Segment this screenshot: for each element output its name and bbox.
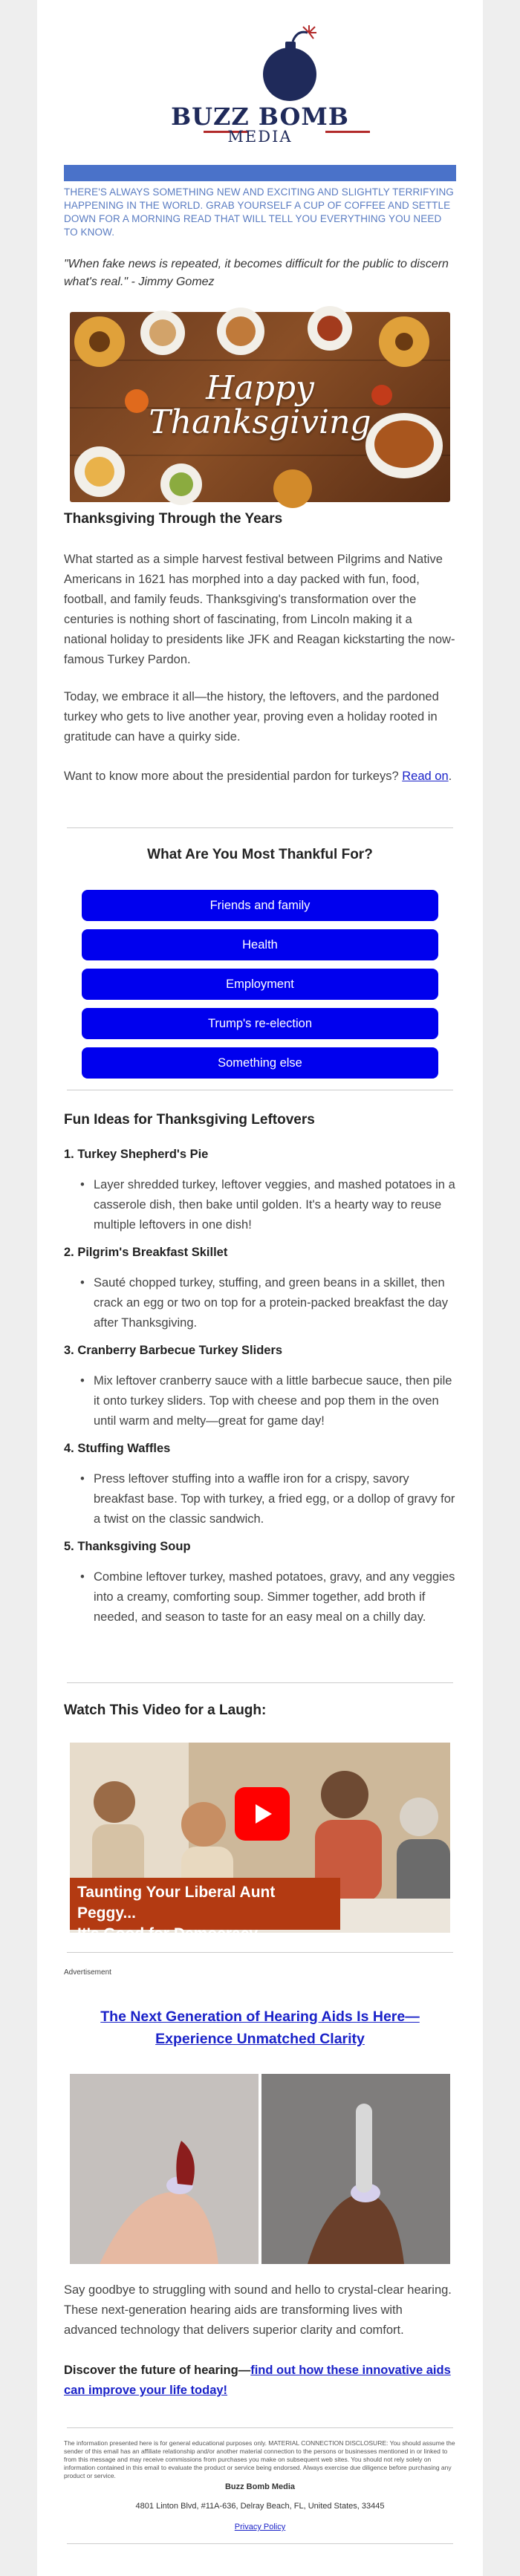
- idea-text: • Mix leftover cranberry sauce with a little barbecue sauce, then pile it onto turkey sliders. Top with cheese and pop them in the oven until warm and melty—great for game day!: [64, 1371, 456, 1431]
- read-on-link[interactable]: Read on: [402, 770, 449, 783]
- privacy-policy-link[interactable]: Privacy Policy: [234, 2523, 286, 2531]
- idea-heading: 3. Cranberry Barbecue Turkey Sliders: [64, 1344, 283, 1357]
- divider: [67, 827, 453, 828]
- poll-option-something-else[interactable]: Something else: [82, 1047, 438, 1079]
- poll-option-friends[interactable]: Friends and family: [82, 890, 438, 921]
- ad-image[interactable]: [70, 2074, 450, 2264]
- divider: [67, 1952, 453, 1953]
- ad-body: Say goodbye to struggling with sound and hello to crystal-clear hearing. These next-generation hearing aids are transforming lives with advanced technology that delivers superior clarity and comfort.: [64, 2283, 452, 2337]
- idea-text: • Press leftover stuffing into a waffle iron for a crispy, savory breakfast base. Top with turkey, a fried egg, or a dollop of gravy for a twist on the classic sandwich.: [64, 1469, 456, 1529]
- ad-label: Advertisement: [64, 1968, 111, 1977]
- article-paragraph-3: Want to know more about the presidential pardon for turkeys? Read on.: [64, 770, 452, 783]
- article-paragraph-2: Today, we embrace it all—the history, the leftovers, and the pardoned turkey who gets to live another year, proving even a holiday rooted in gratitude can have a quirky side.: [64, 690, 439, 744]
- video-title: Watch This Video for a Laugh:: [64, 1702, 267, 1718]
- ad-title-link[interactable]: The Next Generation of Hearing Aids Is Here—Experience Unmatched Clarity: [100, 2009, 420, 2047]
- article-paragraph-1: What started as a simple harvest festival between Pilgrims and Native Americans in 1621 has morphed into a day packed with fun, food, football, and family feuds. Thanksgiving's transformation over the centuries is nothing short of fascinating, from Lincoln making it a national holiday to presidents like JFK and Reagan kickstarting the now-famous Turkey Pardon.: [64, 553, 455, 666]
- divider: [67, 1682, 453, 1683]
- brand-subname: MEDIA: [227, 128, 293, 146]
- poll-option-employment[interactable]: Employment: [82, 969, 438, 1000]
- divider: [67, 2427, 453, 2428]
- idea-text: • Sauté chopped turkey, stuffing, and green beans in a skillet, then crack an egg or two on top for a protein-packed breakfast the day after Thanksgiving.: [64, 1273, 456, 1333]
- divider: [67, 2543, 453, 2544]
- poll-title: What Are You Most Thankful For?: [147, 847, 373, 862]
- header-tagline: THERE'S ALWAYS SOMETHING NEW AND EXCITING AND SLIGHTLY TERRIFYING HAPPENING IN THE WORLD. GRAB YOURSELF A CUP OF COFFEE AND SETTLE DOWN FOR A MORNING READ THAT WILL TELL YOU EVERYTHING YOU NEED TO KNOW.: [64, 186, 454, 238]
- hero-title: Happy Thanksgiving: [149, 369, 371, 441]
- header-bar: [64, 165, 456, 181]
- idea-heading: 5. Thanksgiving Soup: [64, 1540, 191, 1553]
- idea-heading: 2. Pilgrim's Breakfast Skillet: [64, 1246, 228, 1259]
- poll-option-reelection[interactable]: Trump's re-election: [82, 1008, 438, 1039]
- footer-company: Buzz Bomb Media: [224, 2482, 296, 2491]
- play-button[interactable]: [235, 1787, 290, 1841]
- video-caption: Taunting Your Liberal Aunt Peggy... It's Good for Democracy: [70, 1878, 340, 1930]
- ad-cta: Discover the future of hearing—find out how these innovative aids can improve your life today!: [64, 2364, 451, 2397]
- article-title: Thanksgiving Through the Years: [64, 511, 283, 527]
- hearing-aid-scene: [70, 2074, 450, 2264]
- brand-name: BUZZ BOMB: [171, 103, 349, 131]
- email-body: [37, 0, 483, 2576]
- idea-heading: 1. Turkey Shepherd's Pie: [64, 1148, 209, 1161]
- bomb-icon: [260, 22, 328, 103]
- poll: [64, 847, 456, 1087]
- idea-heading: 4. Stuffing Waffles: [64, 1442, 171, 1455]
- poll-option-health[interactable]: Health: [82, 929, 438, 960]
- video-thumbnail[interactable]: [70, 1743, 450, 1942]
- ideas-title: Fun Ideas for Thanksgiving Leftovers: [64, 1112, 315, 1128]
- header-quote: "When fake news is repeated, it becomes difficult for the public to discern what's real." - Jimmy Gomez: [64, 258, 449, 288]
- brand-logo[interactable]: [64, 0, 456, 146]
- idea-text: • Combine leftover turkey, mashed potatoes, gravy, and any veggies into a creamy, comforting soup. Simmer together, add broth if needed, and season to taste for an easy meal on a chilly day.: [64, 1567, 456, 1627]
- ad-cta-link[interactable]: find out how these innovative aids can improve your life today!: [64, 2364, 451, 2397]
- hero-image: [70, 312, 450, 502]
- idea-text: • Layer shredded turkey, leftover veggies, and mashed potatoes in a casserole dish, then bake until golden. It's a hearty way to reuse multiple leftovers in one dish!: [64, 1175, 456, 1235]
- footer-address: 4801 Linton Blvd, #11A-636, Delray Beach, FL, United States, 33445: [135, 2502, 385, 2511]
- footer-disclaimer: The information presented here is for general educational purposes only. MATERIAL CONNECTION DISCLOSURE: You should assume the sender of this email has an affiliate relationship and/or another material connection to the persons or businesses mentioned in or linked to from this message and may receive commissions from purchases you make on subsequent web sites. You should not rely solely on information contained in this email to evaluate the product or service being endorsed. Always exercise due diligence before purchasing any product or service.: [64, 2439, 455, 2479]
